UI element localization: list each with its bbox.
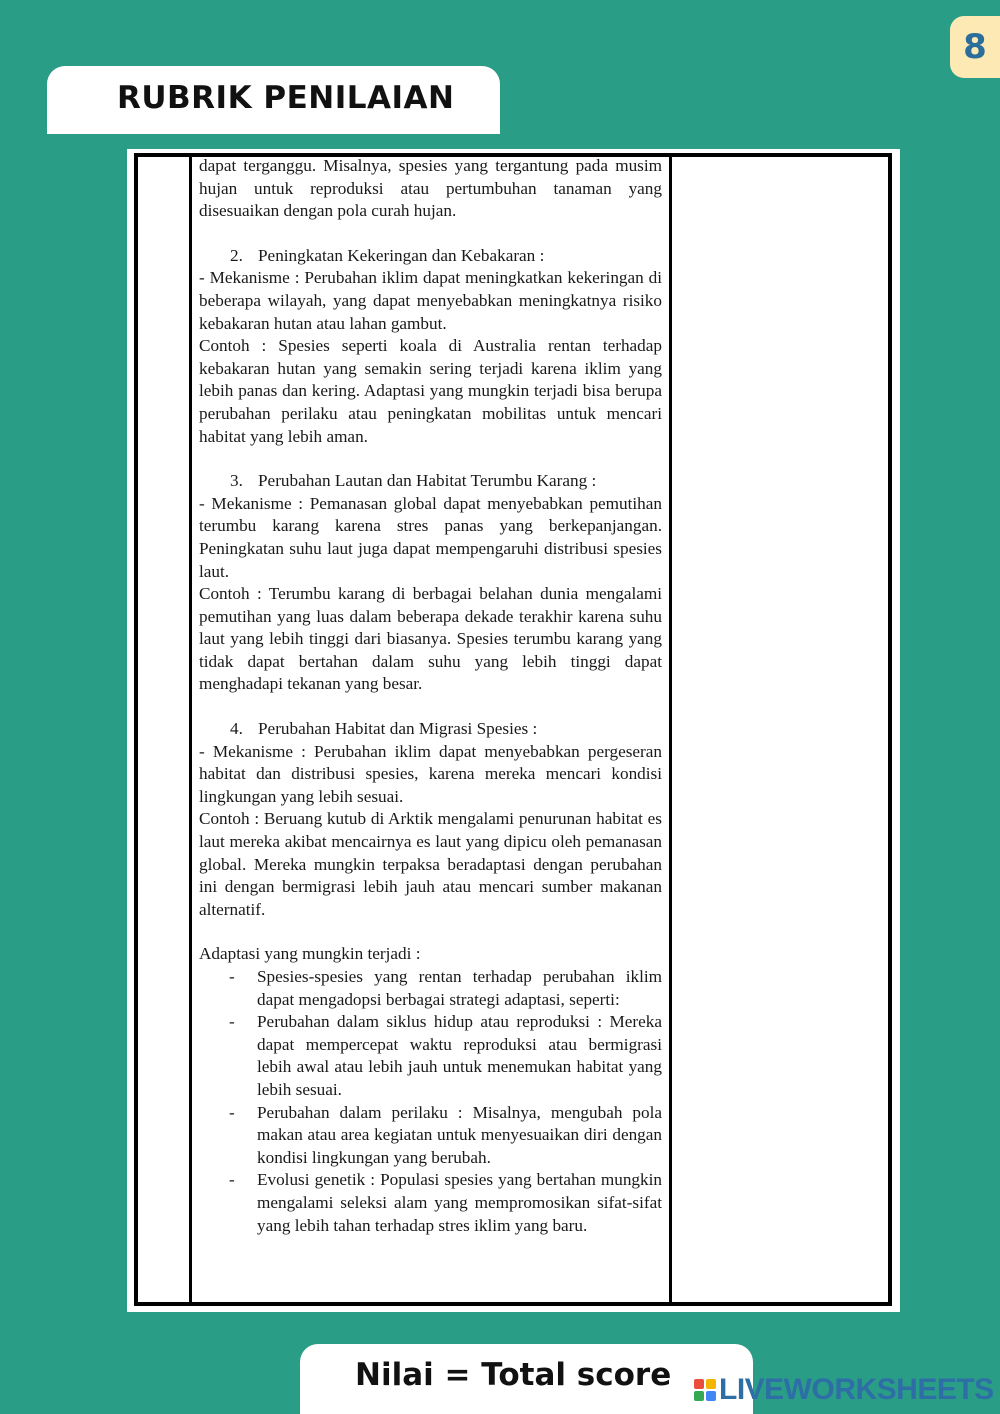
list-item — [199, 1011, 662, 1101]
score-tab — [300, 1344, 753, 1414]
liveworksheets-logo-icon — [694, 1379, 716, 1401]
bullet-dash: - — [229, 1102, 235, 1122]
section-number: 4. — [230, 719, 243, 739]
title-tab — [47, 66, 500, 134]
section-title: Peningkatan Kekeringan dan Kebakaran : — [258, 245, 545, 265]
bullet-dash: - — [229, 1170, 235, 1190]
intro-paragraph: dapat terganggu. Misalnya, spesies yang tergantung pada musim hujan untuk reproduksi atau pertumbuhan tanaman yang disesuaikan dengan pola curah hujan. — [199, 157, 662, 221]
list-item — [199, 966, 662, 1011]
section-number: 3. — [230, 471, 243, 491]
score-label: Nilai = Total score — [355, 1357, 672, 1393]
list-item-text: Perubahan dalam siklus hidup atau reproduksi : Mereka dapat mempercepat waktu reproduksi atau bermigrasi lebih awal atau lebih jauh untuk menemukan habitat yang lebih sesuai. — [257, 1012, 662, 1099]
liveworksheets-watermark — [694, 1373, 994, 1407]
table-column-score — [672, 157, 888, 1302]
section-heading — [199, 470, 662, 493]
section-example: Contoh : Spesies seperti koala di Australia rentan terhadap kebakaran hutan yang semakin sering terjadi karena iklim yang lebih panas dan kering. Adaptasi yang mungkin terjadi bisa berupa perubahan perilaku atau peningkatan mobilitas untuk mencari habitat yang lebih aman. — [199, 336, 662, 446]
table-column-content — [192, 157, 672, 1302]
list-item — [199, 1169, 662, 1237]
bullet-dash: - — [229, 1012, 235, 1032]
section-title: Perubahan Lautan dan Habitat Terumbu Karang : — [258, 471, 597, 491]
section-number: 2. — [230, 245, 243, 265]
section-example: Contoh : Beruang kutub di Arktik mengalami penurunan habitat es laut mereka akibat mencairnya es laut yang dipicu oleh pemanasan global. Mereka mungkin terpaksa beradaptasi dengan perubahan ini dengan bermigrasi lebih jauh atau mencari sumber makanan alternatif. — [199, 809, 662, 919]
rubric-sheet — [127, 149, 900, 1312]
watermark-text: LIVEWORKSHEETS — [719, 1373, 994, 1406]
section-heading — [199, 245, 662, 268]
bullet-dash: - — [229, 967, 235, 986]
adaptation-heading: Adaptasi yang mungkin terjadi : — [199, 944, 421, 964]
section-title: Perubahan Habitat dan Migrasi Spesies : — [258, 719, 538, 739]
section-example: Contoh : Terumbu karang di berbagai belahan dunia mengalami pemutihan yang luas dalam beberapa dekade terakhir karena suhu laut yang lebih tinggi dari biasanya. Spesies terumbu karang yang tidak dapat bertahan dalam suhu yang lebih tinggi dapat menghadapi tekanan yang besar. — [199, 584, 662, 694]
section-mechanism: - Mekanisme : Perubahan iklim dapat meningkatkan kekeringan di beberapa wilayah, yang dapat menyebabkan meningkatnya risiko kebakaran hutan atau lahan gambut. — [199, 268, 662, 333]
list-item-text: Spesies-spesies yang rentan terhadap perubahan iklim dapat mengadopsi berbagai strategi adaptasi, seperti: — [257, 967, 662, 1009]
list-item — [199, 1102, 662, 1170]
list-item-text: Perubahan dalam perilaku : Misalnya, mengubah pola makan atau area kegiatan untuk menyesuaikan diri dengan kondisi lingkungan yang berubah. — [257, 1102, 662, 1167]
rubric-table — [134, 153, 892, 1306]
page-number-badge: 8 — [950, 16, 1000, 78]
section-mechanism: - Mekanisme : Pemanasan global dapat menyebabkan pemutihan terumbu karang karena stres panas yang berkepanjangan. Peningkatan suhu laut juga dapat mempengaruhi distribusi spesies laut. — [199, 493, 662, 581]
table-column-number — [138, 157, 192, 1302]
page-title: RUBRIK PENILAIAN — [117, 80, 455, 116]
section-mechanism: - Mekanisme : Perubahan iklim dapat menyebabkan pergeseran habitat dan distribusi spesies, karena mereka mencari kondisi lingkungan yang lebih sesuai. — [199, 741, 662, 806]
section-heading — [199, 718, 662, 741]
list-item-text: Evolusi genetik : Populasi spesies yang bertahan mungkin mengalami seleksi alam yang mempromosikan sifat-sifat yang lebih tahan terhadap stres iklim yang baru. — [257, 1170, 662, 1235]
